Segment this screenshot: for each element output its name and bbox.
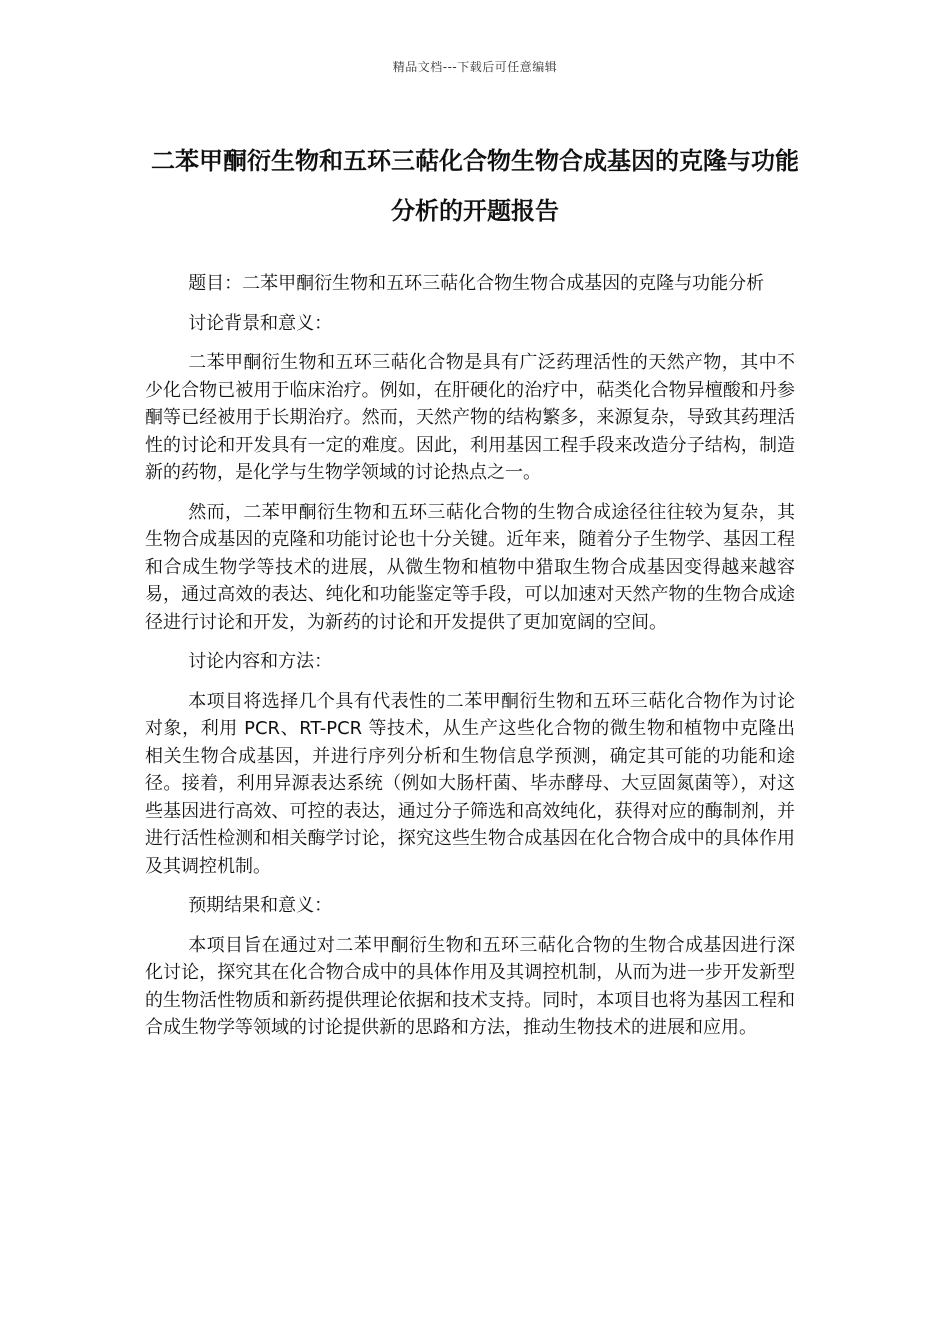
section-heading-expected-results: 预期结果和意义： (188, 895, 333, 916)
document-title: 二苯甲酮衍生物和五环三萜化合物生物合成基因的克隆与功能分析的开题报告 (151, 147, 799, 225)
expected-results-paragraph: 本项目旨在通过对二苯甲酮衍生物和五环三萜化合物的生物合成基因进行深化讨论，探究其在化合物合成中的具体作用及其调控机制，从而为进一步开发新型的生物活性物质和新药提供理论依据和技术支持。同时，本项目也将为基因工程和合成生物学等领域的讨论提供新的思路和方法，推动生物技术的进展和应用。 (145, 934, 795, 1038)
background-paragraph-1: 二苯甲酮衍生物和五环三萜化合物是具有广泛药理活性的天然产物，其中不少化合物已被用于临床治疗。例如，在肝硬化的治疗中，萜类化合物异檀酸和丹参酮等已经被用于长期治疗。然而，天然产物的结构繁多，来源复杂，导致其药理活性的讨论和开发具有一定的难度。因此，利用基因工程手段来改造分子结构，制造新的药物，是化学与生物学领域的讨论热点之一。 (145, 352, 795, 483)
topic-paragraph: 题目：二苯甲酮衍生物和五环三萜化合物生物合成基因的克隆与功能分析 (188, 273, 765, 294)
header-note: 精品文档---下载后可任意编辑 (392, 60, 558, 74)
methods-paragraph: 本项目将选择几个具有代表性的二苯甲酮衍生物和五环三萜化合物作为讨论对象，利用 PCR、RT-PCR 等技术，从生产这些化合物的微生物和植物中克隆出相关生物合成基因，并进行序列分析和生物信息学预测，确定其可能的功能和途径。接着，利用异源表达系统（例如大肠杆菌、毕赤酵母、大豆固氮菌等），对这些基因进行高效、可控的表达，通过分子筛选和高效纯化，获得对应的酶制剂，并进行活性检测和相关酶学讨论，探究这些生物合成基因在化合物合成中的具体作用及其调控机制。 (145, 690, 795, 877)
background-paragraph-2: 然而，二苯甲酮衍生物和五环三萜化合物的生物合成途径往往较为复杂，其生物合成基因的克隆和功能讨论也十分关键。近年来，随着分子生物学、基因工程和合成生物学等技术的进展，从微生物和植物中猎取生物合成基因变得越来越容易，通过高效的表达、纯化和功能鉴定等手段，可以加速对天然产物的生物合成途径进行讨论和开发，为新药的讨论和开发提供了更加宽阔的空间。 (145, 501, 795, 633)
section-heading-background: 讨论背景和意义： (188, 312, 333, 334)
document-body (145, 270, 795, 1054)
section-heading-methods: 讨论内容和方法： (188, 651, 333, 672)
